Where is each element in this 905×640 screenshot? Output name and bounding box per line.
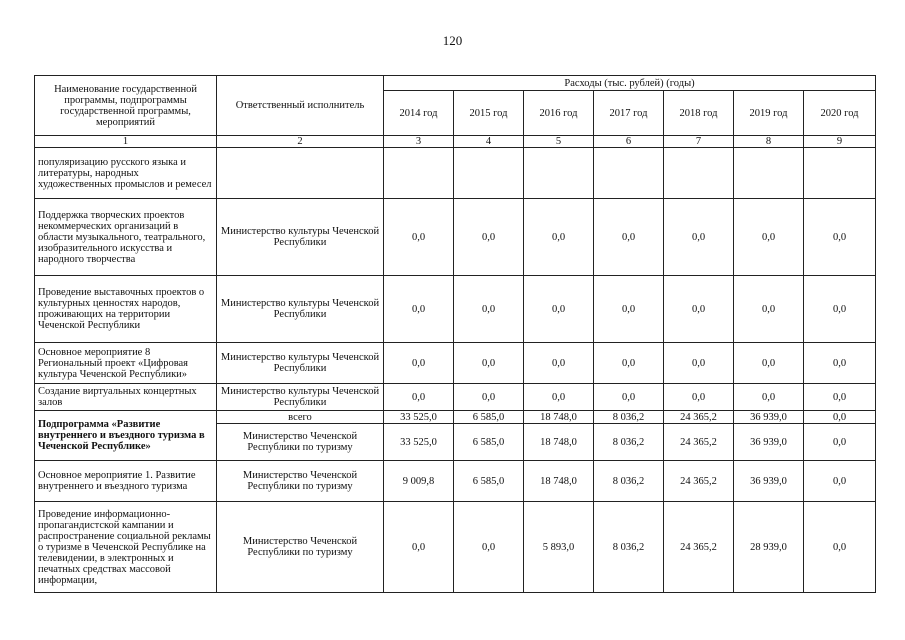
table-row bbox=[35, 343, 876, 384]
row-value: 0,0 bbox=[664, 276, 734, 343]
row-value bbox=[594, 148, 664, 199]
row-value: 0,0 bbox=[734, 276, 804, 343]
row-value: 18 748,0 bbox=[524, 424, 594, 461]
row-value: 24 365,2 bbox=[664, 461, 734, 502]
row-value: 0,0 bbox=[454, 502, 524, 593]
row-value: 6 585,0 bbox=[454, 411, 524, 424]
header-name-col: Наименование государственной программы, подпрограммы государственной программы, мероприятий bbox=[35, 76, 217, 136]
row-value: 0,0 bbox=[384, 384, 454, 411]
row-name: Поддержка творческих проектов некоммерческих организаций в области музыкального, театрального, изобразительного искусства и народного творчества bbox=[35, 199, 217, 276]
row-value: 0,0 bbox=[594, 343, 664, 384]
row-value: 0,0 bbox=[804, 276, 876, 343]
row-executor bbox=[217, 148, 384, 199]
row-value: 33 525,0 bbox=[384, 424, 454, 461]
row-value: 8 036,2 bbox=[594, 411, 664, 424]
col-number: 3 bbox=[384, 136, 454, 148]
row-value: 28 939,0 bbox=[734, 502, 804, 593]
row-value: 24 365,2 bbox=[664, 424, 734, 461]
row-value: 0,0 bbox=[804, 411, 876, 424]
row-value bbox=[804, 148, 876, 199]
header-expenses-group: Расходы (тыс. рублей) (годы) bbox=[384, 76, 876, 91]
row-value: 18 748,0 bbox=[524, 411, 594, 424]
header-year: 2016 год bbox=[524, 91, 594, 136]
header-executor-col: Ответственный исполнитель bbox=[217, 76, 384, 136]
row-value: 0,0 bbox=[384, 343, 454, 384]
row-value: 0,0 bbox=[594, 199, 664, 276]
table-row bbox=[35, 502, 876, 593]
row-value: 6 585,0 bbox=[454, 461, 524, 502]
row-executor: Министерство культуры Чеченской Республики bbox=[217, 343, 384, 384]
col-number: 6 bbox=[594, 136, 664, 148]
col-number: 1 bbox=[35, 136, 217, 148]
row-name: Основное мероприятие 1. Развитие внутреннего и въездного туризма bbox=[35, 461, 217, 502]
column-number-row bbox=[35, 136, 876, 148]
header-year: 2020 год bbox=[804, 91, 876, 136]
row-value: 0,0 bbox=[804, 502, 876, 593]
budget-table bbox=[34, 75, 876, 593]
row-value: 18 748,0 bbox=[524, 461, 594, 502]
table-row bbox=[35, 148, 876, 199]
row-value: 0,0 bbox=[454, 343, 524, 384]
row-executor: Министерство культуры Чеченской Республики bbox=[217, 199, 384, 276]
row-value: 0,0 bbox=[664, 199, 734, 276]
header-year: 2015 год bbox=[454, 91, 524, 136]
row-value bbox=[664, 148, 734, 199]
col-number: 2 bbox=[217, 136, 384, 148]
row-value: 0,0 bbox=[734, 199, 804, 276]
row-value: 5 893,0 bbox=[524, 502, 594, 593]
row-value: 24 365,2 bbox=[664, 502, 734, 593]
col-number: 9 bbox=[804, 136, 876, 148]
header-year: 2017 год bbox=[594, 91, 664, 136]
row-value: 0,0 bbox=[664, 384, 734, 411]
col-number: 7 bbox=[664, 136, 734, 148]
row-value: 0,0 bbox=[734, 384, 804, 411]
row-value: 24 365,2 bbox=[664, 411, 734, 424]
row-executor: Министерство культуры Чеченской Республики bbox=[217, 384, 384, 411]
row-value bbox=[454, 148, 524, 199]
col-number: 8 bbox=[734, 136, 804, 148]
table-row bbox=[35, 199, 876, 276]
row-value bbox=[524, 148, 594, 199]
row-name: Подпрограмма «Развитие внутреннего и въездного туризма в Чеченской Республике» bbox=[35, 411, 217, 461]
row-value: 36 939,0 bbox=[734, 424, 804, 461]
table-row bbox=[35, 276, 876, 343]
row-name: Проведение информационно-пропагандистской кампании и распространение социальной рекламы о туризме в Чеченской Республике на телевидении, в электронных и печатных средствах массовой информации, bbox=[35, 502, 217, 593]
row-value: 0,0 bbox=[454, 276, 524, 343]
row-value: 0,0 bbox=[804, 384, 876, 411]
header-year: 2018 год bbox=[664, 91, 734, 136]
col-number: 5 bbox=[524, 136, 594, 148]
table-row bbox=[35, 384, 876, 411]
row-value: 9 009,8 bbox=[384, 461, 454, 502]
row-value: 0,0 bbox=[524, 343, 594, 384]
row-value: 0,0 bbox=[384, 502, 454, 593]
row-value: 8 036,2 bbox=[594, 461, 664, 502]
row-name: популяризацию русского языка и литературы, народных художественных промыслов и ремесел bbox=[35, 148, 217, 199]
row-value: 6 585,0 bbox=[454, 424, 524, 461]
row-value: 0,0 bbox=[454, 199, 524, 276]
row-name: Создание виртуальных концертных залов bbox=[35, 384, 217, 411]
row-name: Проведение выставочных проектов о культурных ценностях народов, проживающих на территории Чеченской Республики bbox=[35, 276, 217, 343]
table-body bbox=[35, 148, 876, 593]
row-value: 0,0 bbox=[594, 384, 664, 411]
table-row bbox=[35, 461, 876, 502]
row-value bbox=[734, 148, 804, 199]
row-value: 33 525,0 bbox=[384, 411, 454, 424]
row-name: Основное мероприятие 8 Региональный проект «Цифровая культура Чеченской Республики» bbox=[35, 343, 217, 384]
row-value: 0,0 bbox=[804, 199, 876, 276]
row-value: 8 036,2 bbox=[594, 502, 664, 593]
row-value: 36 939,0 bbox=[734, 461, 804, 502]
row-value: 0,0 bbox=[804, 343, 876, 384]
row-value: 0,0 bbox=[734, 343, 804, 384]
row-value bbox=[384, 148, 454, 199]
row-executor: Министерство Чеченской Республики по туризму bbox=[217, 461, 384, 502]
row-value: 0,0 bbox=[804, 461, 876, 502]
header-row-1 bbox=[35, 76, 876, 91]
page-number: 120 bbox=[442, 33, 463, 48]
row-value: 36 939,0 bbox=[734, 411, 804, 424]
row-executor: Министерство культуры Чеченской Республики bbox=[217, 276, 384, 343]
row-executor: всего bbox=[217, 411, 384, 424]
col-number: 4 bbox=[454, 136, 524, 148]
row-value: 0,0 bbox=[804, 424, 876, 461]
row-executor: Министерство Чеченской Республики по туризму bbox=[217, 502, 384, 593]
row-value: 0,0 bbox=[664, 343, 734, 384]
header-year: 2019 год bbox=[734, 91, 804, 136]
row-value: 0,0 bbox=[454, 384, 524, 411]
header-year: 2014 год bbox=[384, 91, 454, 136]
row-value: 0,0 bbox=[594, 276, 664, 343]
row-value: 0,0 bbox=[524, 199, 594, 276]
row-value: 0,0 bbox=[384, 276, 454, 343]
row-executor: Министерство Чеченской Республики по туризму bbox=[217, 424, 384, 461]
row-value: 0,0 bbox=[524, 276, 594, 343]
table-row bbox=[35, 411, 876, 424]
row-value: 8 036,2 bbox=[594, 424, 664, 461]
row-value: 0,0 bbox=[524, 384, 594, 411]
row-value: 0,0 bbox=[384, 199, 454, 276]
